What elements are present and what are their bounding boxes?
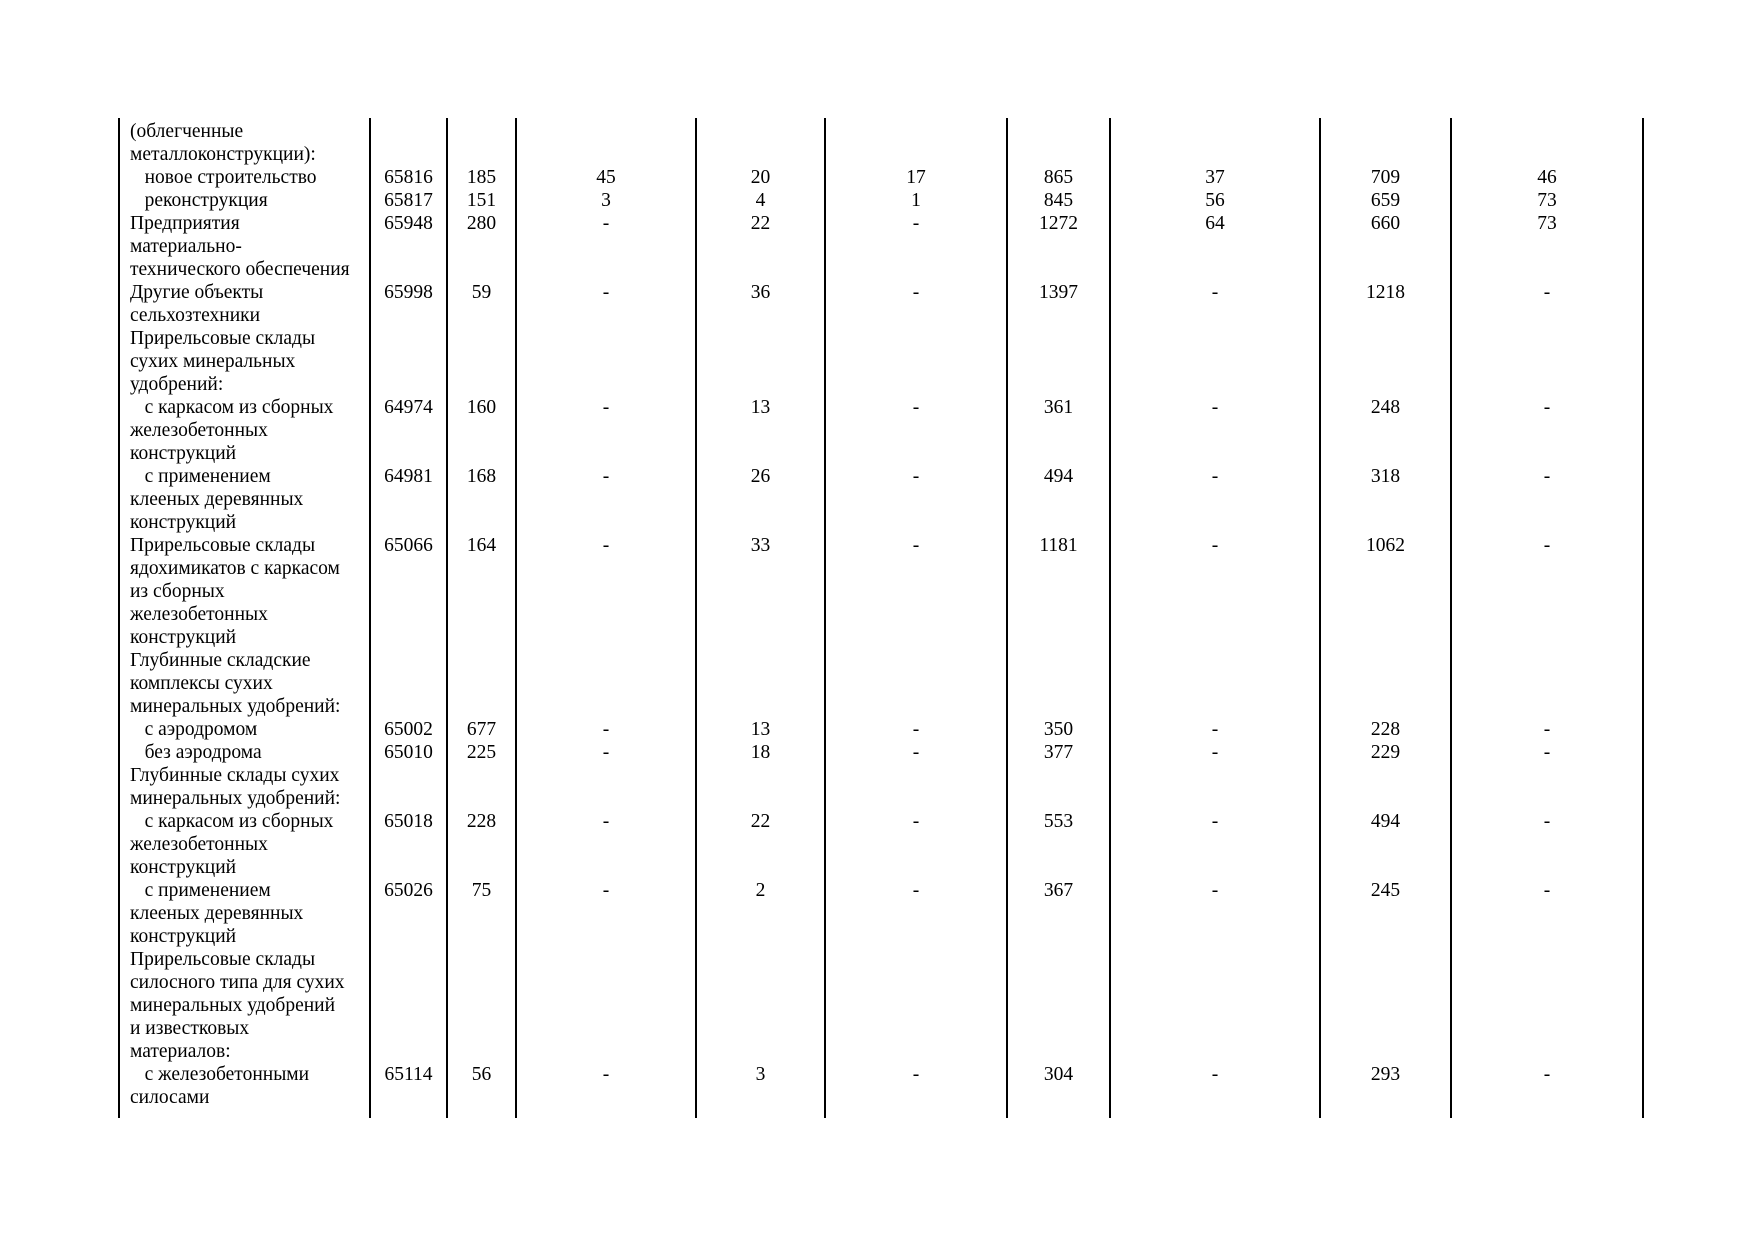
row-code: 65002 xyxy=(384,719,433,740)
cell-value: - xyxy=(1543,282,1551,303)
cell-value: - xyxy=(602,1064,610,1085)
row-code: 65026 xyxy=(384,880,433,901)
cell-value: 1 xyxy=(911,190,921,211)
data-table xyxy=(118,118,1648,1118)
cell-value: - xyxy=(1543,535,1551,556)
cell-value: 494 xyxy=(1043,466,1074,487)
row-code: 64981 xyxy=(384,466,433,487)
cell-value: 4 xyxy=(755,190,766,211)
cell-value: 56 xyxy=(1205,190,1225,211)
cell-value: - xyxy=(602,811,610,832)
cell-value: 659 xyxy=(1370,190,1401,211)
column-rule xyxy=(515,118,517,1118)
cell-value: - xyxy=(1211,811,1219,832)
cell-value: 36 xyxy=(750,282,771,303)
row-code: 65816 xyxy=(384,167,433,188)
cell-value: - xyxy=(602,282,610,303)
row-label: Прирельсовые склады сухих минеральных удобрений: xyxy=(130,328,316,395)
cell-value: 367 xyxy=(1043,880,1074,901)
cell-value: 1397 xyxy=(1039,282,1078,303)
cell-value: 225 xyxy=(466,742,497,763)
cell-value: - xyxy=(602,535,610,556)
cell-value: 22 xyxy=(750,213,771,234)
cell-value: - xyxy=(912,1064,920,1085)
cell-value: - xyxy=(912,466,920,487)
cell-value: 361 xyxy=(1043,397,1074,418)
cell-value: 73 xyxy=(1537,213,1557,234)
cell-value: - xyxy=(912,397,920,418)
row-label: новое строительство xyxy=(130,167,317,188)
cell-value: 75 xyxy=(471,880,492,901)
column-rule xyxy=(1450,118,1452,1118)
cell-value: - xyxy=(912,719,920,740)
cell-value: 228 xyxy=(466,811,497,832)
cell-value: 33 xyxy=(750,535,771,556)
cell-value: 350 xyxy=(1043,719,1074,740)
cell-value: 228 xyxy=(1370,719,1401,740)
cell-value: 160 xyxy=(466,397,497,418)
cell-value: - xyxy=(1211,535,1219,556)
cell-value: 164 xyxy=(466,535,497,556)
cell-value: - xyxy=(1543,466,1551,487)
cell-value: - xyxy=(1211,1064,1219,1085)
column-rule xyxy=(1642,118,1644,1118)
cell-value: - xyxy=(912,811,920,832)
cell-value: - xyxy=(602,742,610,763)
cell-value: 18 xyxy=(750,742,771,763)
cell-value: - xyxy=(1211,397,1219,418)
cell-value: - xyxy=(1543,1064,1551,1085)
column-rule xyxy=(446,118,448,1118)
row-label: (облегченные металлоконструкции): xyxy=(130,121,316,165)
cell-value: 64 xyxy=(1205,213,1225,234)
cell-value: 56 xyxy=(471,1064,492,1085)
row-code: 64974 xyxy=(384,397,433,418)
row-code: 65817 xyxy=(384,190,433,211)
cell-value: - xyxy=(1211,282,1219,303)
cell-value: 304 xyxy=(1043,1064,1074,1085)
column-rule xyxy=(1319,118,1321,1118)
cell-value: - xyxy=(1543,811,1551,832)
row-label: с каркасом из сборных железобетонных конструкций xyxy=(130,811,334,878)
cell-value: 677 xyxy=(466,719,497,740)
row-label: с каркасом из сборных железобетонных конструкций xyxy=(130,397,334,464)
cell-value: 168 xyxy=(466,466,497,487)
cell-value: - xyxy=(1543,742,1551,763)
column-rule xyxy=(1109,118,1111,1118)
cell-value: 46 xyxy=(1537,167,1557,188)
row-code: 65998 xyxy=(384,282,433,303)
column-rule xyxy=(118,118,120,1118)
cell-value: 229 xyxy=(1370,742,1401,763)
cell-value: 2 xyxy=(755,880,766,901)
cell-value: - xyxy=(1211,719,1219,740)
cell-value: - xyxy=(912,742,920,763)
cell-value: 709 xyxy=(1370,167,1401,188)
cell-value: 13 xyxy=(750,719,771,740)
cell-value: 17 xyxy=(906,167,926,188)
cell-value: - xyxy=(1543,880,1551,901)
cell-value: 494 xyxy=(1370,811,1401,832)
column-rule xyxy=(1006,118,1008,1118)
column-rule xyxy=(369,118,371,1118)
row-code: 65066 xyxy=(384,535,433,556)
row-label: с применением клееных деревянных конструкций xyxy=(130,880,304,947)
row-code: 65114 xyxy=(384,1064,433,1085)
cell-value: 293 xyxy=(1370,1064,1401,1085)
cell-value: - xyxy=(1211,742,1219,763)
cell-value: 845 xyxy=(1043,190,1074,211)
cell-value: 13 xyxy=(750,397,771,418)
row-code: 65010 xyxy=(384,742,433,763)
cell-value: - xyxy=(912,213,920,234)
cell-value: 185 xyxy=(466,167,497,188)
cell-value: 1218 xyxy=(1366,282,1405,303)
cell-value: 22 xyxy=(750,811,771,832)
cell-value: 151 xyxy=(466,190,497,211)
cell-value: - xyxy=(602,397,610,418)
row-code: 65948 xyxy=(384,213,433,234)
cell-value: 1181 xyxy=(1039,535,1078,556)
row-label: Глубинные складские комплексы сухих минеральных удобрений: xyxy=(130,650,341,717)
cell-value: 20 xyxy=(750,167,771,188)
cell-value: 37 xyxy=(1205,167,1225,188)
cell-value: 248 xyxy=(1370,397,1401,418)
column-rule xyxy=(824,118,826,1118)
row-label: Глубинные склады сухих минеральных удобрений: xyxy=(130,765,341,809)
cell-value: - xyxy=(1211,880,1219,901)
row-label: с применением клееных деревянных конструкций xyxy=(130,466,304,533)
cell-value: - xyxy=(602,880,610,901)
cell-value: 3 xyxy=(601,190,611,211)
row-code: 65018 xyxy=(384,811,433,832)
cell-value: 59 xyxy=(471,282,492,303)
cell-value: - xyxy=(1543,397,1551,418)
row-label: без аэродрома xyxy=(130,742,262,763)
cell-value: - xyxy=(912,880,920,901)
row-label: Прирельсовые склады ядохимикатов с каркасом из сборных железобетонных конструкций xyxy=(130,535,340,648)
cell-value: 1062 xyxy=(1366,535,1405,556)
cell-value: 3 xyxy=(755,1064,766,1085)
cell-value: 865 xyxy=(1043,167,1074,188)
row-label: реконструкция xyxy=(130,190,268,211)
cell-value: - xyxy=(602,213,610,234)
cell-value: - xyxy=(912,535,920,556)
row-label: Предприятия материально- технического обеспечения xyxy=(130,213,350,280)
cell-value: 73 xyxy=(1537,190,1557,211)
cell-value: - xyxy=(602,466,610,487)
cell-value: 26 xyxy=(750,466,771,487)
row-label: с железобетонными силосами xyxy=(130,1064,310,1108)
cell-value: - xyxy=(602,719,610,740)
cell-value: - xyxy=(1211,466,1219,487)
cell-value: 280 xyxy=(466,213,497,234)
column-rule xyxy=(695,118,697,1118)
row-label: с аэродромом xyxy=(130,719,258,740)
row-label: Прирельсовые склады силосного типа для сухих минеральных удобрений и известковых материалов: xyxy=(130,949,345,1062)
cell-value: 377 xyxy=(1043,742,1074,763)
cell-value: 45 xyxy=(596,167,616,188)
cell-value: - xyxy=(912,282,920,303)
cell-value: 553 xyxy=(1043,811,1074,832)
cell-value: - xyxy=(1543,719,1551,740)
cell-value: 1272 xyxy=(1039,213,1078,234)
cell-value: 318 xyxy=(1370,466,1401,487)
row-label: Другие объекты сельхозтехники xyxy=(130,282,264,326)
cell-value: 660 xyxy=(1370,213,1401,234)
cell-value: 245 xyxy=(1370,880,1401,901)
